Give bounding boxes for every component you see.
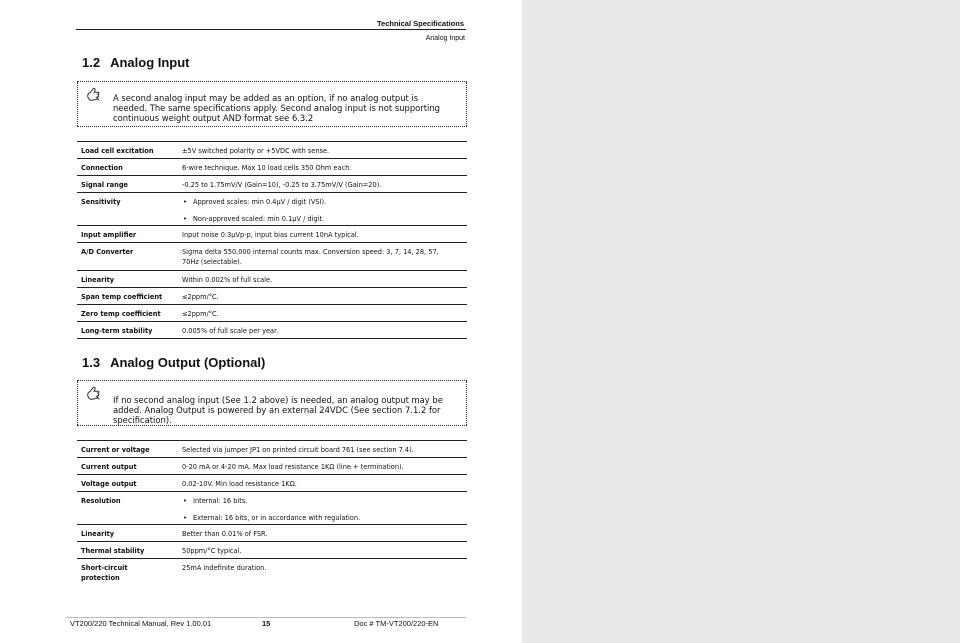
row-value: 50ppm/°C typical.: [182, 547, 242, 555]
row-value: -0.25 to 1.75mV/V (Gain=10), -0.25 to 3.75mV/V (Gain=20).: [182, 181, 382, 189]
header-rule: [76, 29, 466, 30]
footer-doc-number: Doc # TM-VT200/220-EN: [354, 619, 439, 628]
row-value: 25mA indefinite duration.: [182, 564, 267, 572]
list-item: • Non-approved scaled: min 0.1μV / digit.: [183, 215, 325, 223]
table-row: [77, 441, 467, 458]
table-row: [77, 288, 467, 305]
row-value: Sigma delta 550,000 internal counts max. Conversion speed: 3, 7, 14, 28, 57, 70Hz (selectable).: [182, 248, 439, 266]
row-label: Load cell excitation: [81, 147, 154, 155]
section-title: Analog Input: [110, 55, 190, 70]
table-row: [77, 305, 467, 322]
note-text: [113, 395, 459, 425]
row-value: ±5V switched polarity or +5VDC with sense.: [182, 147, 330, 155]
spec-table-analog-input: [77, 141, 467, 339]
table-row: [77, 525, 467, 542]
note-line: continuous weight output AND format see 6.3.2: [113, 113, 314, 123]
table-row: [77, 193, 467, 226]
footer-rule: [66, 617, 466, 618]
row-label: Resolution: [81, 497, 121, 505]
row-label: Connection: [81, 164, 123, 172]
row-label: A/D Converter: [81, 248, 134, 256]
list-item: • Internal: 16 bits.: [183, 497, 248, 505]
section-title: Analog Output (Optional): [110, 355, 266, 370]
footer-manual-title: VT200/220 Technical Manual, Rev 1.00.01: [70, 619, 212, 628]
row-label: Current output: [81, 463, 137, 471]
spec-table-analog-output: [77, 440, 467, 587]
section-heading-analog-input: [82, 55, 190, 70]
row-label: Signal range: [81, 181, 129, 189]
page-number: 15: [262, 619, 271, 628]
row-label: Linearity: [81, 276, 115, 284]
section-number: 1.3: [82, 355, 101, 370]
table-row: [77, 243, 467, 271]
table-row: [77, 271, 467, 288]
note-line: needed. The same specifications apply. Second analog input is not supporting: [113, 103, 440, 113]
note-box-analog-output: [77, 380, 467, 426]
table-row: [77, 159, 467, 176]
section-heading-analog-output: [82, 355, 265, 370]
row-label: Short-circuit protection: [81, 564, 128, 582]
table-row: [77, 475, 467, 492]
note-line: specification).: [113, 415, 172, 425]
row-label: Span temp coefficient: [81, 293, 163, 301]
table-row: [77, 492, 467, 525]
row-value: ≤2ppm/°C.: [182, 293, 219, 301]
row-label: Zero temp coefficient: [81, 310, 161, 318]
note-text: [113, 93, 459, 123]
row-label: Voltage output: [81, 480, 137, 488]
row-value: 6-wire technique. Max 10 load cells 350 Ohm each.: [182, 164, 352, 172]
running-header-title: Technical Specifications: [377, 19, 464, 28]
row-value: Input noise 0.3μVp-p, input bias current 10nA typical.: [182, 231, 359, 239]
row-value: 0.005% of full scale per year.: [182, 327, 279, 335]
note-line: If no second analog input (See 1.2 above) is needed, an analog output may be: [113, 395, 443, 405]
section-number: 1.2: [82, 55, 101, 70]
note-line: added. Analog Output is powered by an external 24VDC (See section 7.1.2 for: [113, 405, 441, 415]
table-row: [77, 322, 467, 339]
running-header-subtitle: Analog Input: [425, 35, 465, 42]
table-row: [77, 559, 467, 587]
row-value: 0-20 mA or 4-20 mA. Max load resistance 1KΩ (line + termination).: [182, 463, 404, 471]
table-row: [77, 142, 467, 159]
list-item: • Approved scales: min 0.4μV / digit (VSI).: [183, 198, 327, 206]
row-label: Current or voltage: [81, 446, 150, 454]
row-label: Long-term stability: [81, 327, 153, 335]
row-value: Selected via jumper JP1 on printed circuit board 761 (see section 7.4).: [182, 446, 414, 454]
row-value: 0.02-10V. Min load resistance 1KΩ.: [182, 480, 297, 488]
row-label: Sensitivity: [81, 198, 121, 206]
table-row: [77, 176, 467, 193]
table-row: [77, 542, 467, 559]
note-line: A second analog input may be added as an option, if no analog output is: [113, 93, 419, 103]
row-label: Thermal stability: [81, 547, 145, 555]
row-value: Within 0.002% of full scale.: [182, 276, 273, 284]
table-row: [77, 458, 467, 475]
row-value: ≤2ppm/°C.: [182, 310, 219, 318]
row-value: Better than 0.01% of FSR.: [182, 530, 268, 538]
note-hand-icon: [85, 385, 103, 403]
row-label: Linearity: [81, 530, 115, 538]
note-hand-icon: [85, 86, 103, 104]
note-box-analog-input: [77, 81, 467, 127]
row-label: Input amplifier: [81, 231, 137, 239]
table-row: [77, 226, 467, 243]
list-item: • External: 16 bits, or in accordance with regulation.: [183, 514, 361, 522]
